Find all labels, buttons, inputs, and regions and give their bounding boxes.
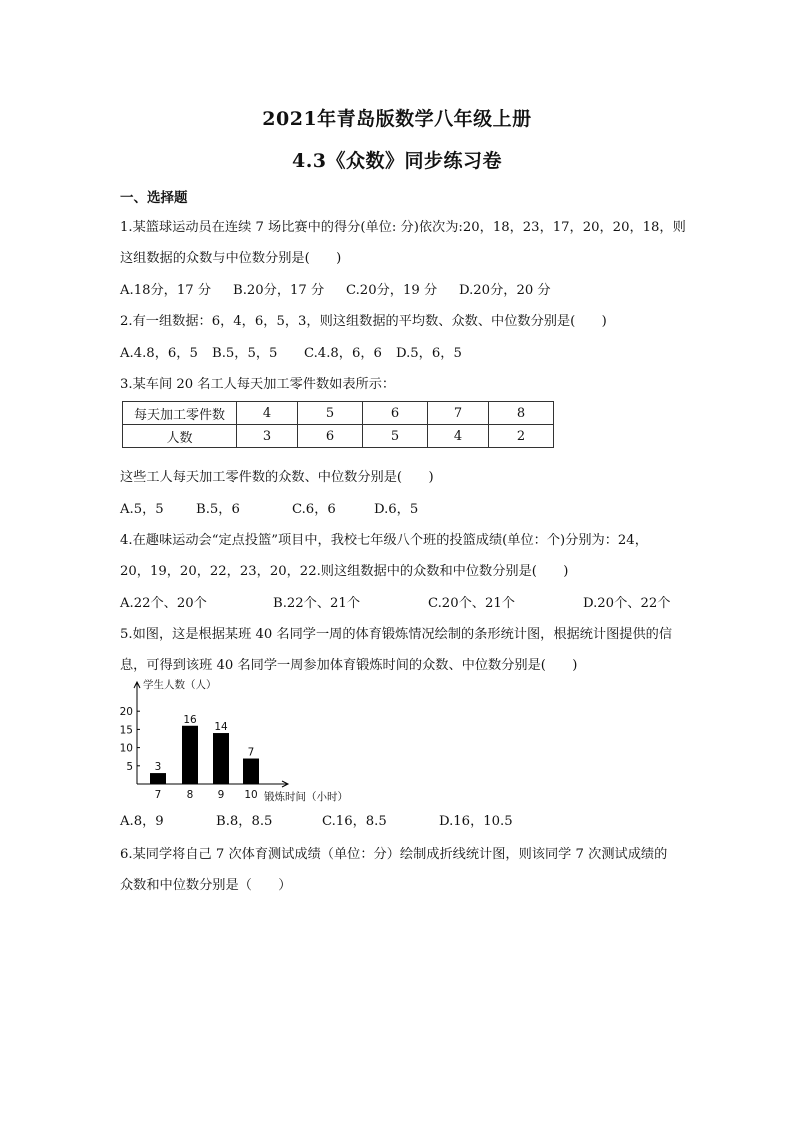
- page-subtitle: 4.3《众数》同步练习卷: [291, 150, 503, 172]
- q4-options: [120, 592, 670, 611]
- table-header-cell: 人数: [123, 425, 237, 448]
- table-cell: 6: [298, 425, 363, 448]
- q1-options: [120, 279, 551, 298]
- q5-text-line1: 5.如图，这是根据某班 40 名同学一周的体育锻炼情况绘制的条形统计图，根据统计图提供的信: [120, 627, 673, 642]
- x-tick-label: 7: [154, 789, 162, 801]
- y-axis-label: 学生人数（人）: [143, 679, 217, 691]
- q6-text-line2: 众数和中位数分别是（ ）: [120, 878, 292, 893]
- bar-value-label: 3: [154, 761, 162, 774]
- x-tick-label: 10: [244, 789, 258, 801]
- q5-option-c[interactable]: C.16，8.5: [322, 814, 387, 829]
- page-title: 2021年青岛版数学八年级上册: [262, 108, 532, 130]
- bar-value-label: 7: [247, 746, 255, 759]
- chart-bar: [213, 733, 229, 784]
- table-cell: 4: [237, 402, 298, 425]
- q4-option-a[interactable]: A.22个、20个: [120, 596, 207, 611]
- q1-option-d[interactable]: D.20分，20 分: [459, 283, 551, 298]
- q4-text-line2: 20，19，20，22，23，20，22.则这组数据中的众数和中位数分别是( ): [120, 564, 569, 579]
- q4-option-d[interactable]: D.20个、22个: [583, 596, 671, 611]
- chart-bar: [182, 726, 198, 784]
- q4-text-line1: 4.在趣味运动会“定点投篮”项目中，我校七年级八个班的投篮成绩(单位：个)分别为：24，: [120, 533, 648, 548]
- chart-bar: [150, 773, 166, 784]
- table-cell: 7: [428, 402, 489, 425]
- table-header-cell: 每天加工零件数: [123, 402, 237, 425]
- table-cell: 2: [489, 425, 554, 448]
- y-tick-label: 5: [126, 760, 133, 773]
- q1-option-c[interactable]: C.20分，19 分: [346, 283, 438, 298]
- table-row: [123, 402, 554, 425]
- table-cell: 3: [237, 425, 298, 448]
- q3-text-line2: 这些工人每天加工零件数的众数、中位数分别是( ): [120, 470, 434, 485]
- x-tick-label: 8: [186, 789, 194, 801]
- y-tick-label: 10: [119, 742, 133, 755]
- q2-options: [120, 342, 462, 361]
- q5-bar-chart: [110, 673, 370, 805]
- q2-text-line1: 2.有一组数据：6，4，6，5，3，则这组数据的平均数、众数、中位数分别是( ): [120, 314, 607, 329]
- q3-option-d[interactable]: D.6，5: [374, 502, 419, 517]
- x-axis-label: 锻炼时间（小时）: [264, 791, 348, 803]
- y-tick-label: 15: [119, 724, 133, 737]
- q3-table: [122, 401, 554, 448]
- q5-option-d[interactable]: D.16，10.5: [439, 814, 513, 829]
- q1-option-a[interactable]: A.18分，17 分: [120, 283, 212, 298]
- x-tick-label: 9: [217, 789, 225, 801]
- q5-option-a[interactable]: A.8，9: [120, 814, 164, 829]
- chart-bar: [243, 759, 259, 784]
- table-row: [123, 425, 554, 448]
- bar-value-label: 14: [214, 721, 228, 734]
- table-cell: 8: [489, 402, 554, 425]
- q3-text-line1: 3.某车间 20 名工人每天加工零件数如表所示：: [120, 377, 396, 392]
- q5-text-line2: 息，可得到该班 40 名同学一周参加体育锻炼时间的众数、中位数分别是( ): [120, 658, 578, 673]
- table-cell: 5: [363, 425, 428, 448]
- q4-option-b[interactable]: B.22个、21个: [273, 596, 361, 611]
- table-cell: 4: [428, 425, 489, 448]
- chart-bars: [150, 726, 259, 784]
- q2-option-c[interactable]: C.4.8，6，6: [304, 346, 382, 361]
- q1-text-line2: 这组数据的众数与中位数分别是( ): [120, 251, 342, 266]
- q6-text-line1: 6.某同学将自己 7 次体育测试成绩（单位：分）绘制成折线统计图，则该同学 7 次测试成绩的: [120, 847, 668, 862]
- q2-option-a[interactable]: A.4.8，6，5: [120, 346, 198, 361]
- q3-option-a[interactable]: A.5，5: [120, 502, 164, 517]
- q3-option-b[interactable]: B.5，6: [196, 502, 240, 517]
- table-cell: 6: [363, 402, 428, 425]
- q1-option-b[interactable]: B.20分，17 分: [233, 283, 325, 298]
- q3-option-c[interactable]: C.6，6: [292, 502, 336, 517]
- y-tick-label: 20: [119, 706, 133, 719]
- q5-option-b[interactable]: B.8，8.5: [216, 814, 273, 829]
- q5-options: [120, 810, 513, 829]
- q4-option-c[interactable]: C.20个、21个: [428, 596, 515, 611]
- q2-option-d[interactable]: D.5，6，5: [396, 346, 462, 361]
- q2-option-b[interactable]: B.5，5，5: [212, 346, 278, 361]
- q1-text-line1: 1.某篮球运动员在连续 7 场比赛中的得分(单位: 分)依次为:20，18，23，17，20，20，18，则: [120, 220, 686, 235]
- table-cell: 5: [298, 402, 363, 425]
- q3-options: [120, 498, 418, 517]
- section-heading: 一、选择题: [120, 190, 188, 206]
- bar-value-label: 16: [183, 713, 197, 726]
